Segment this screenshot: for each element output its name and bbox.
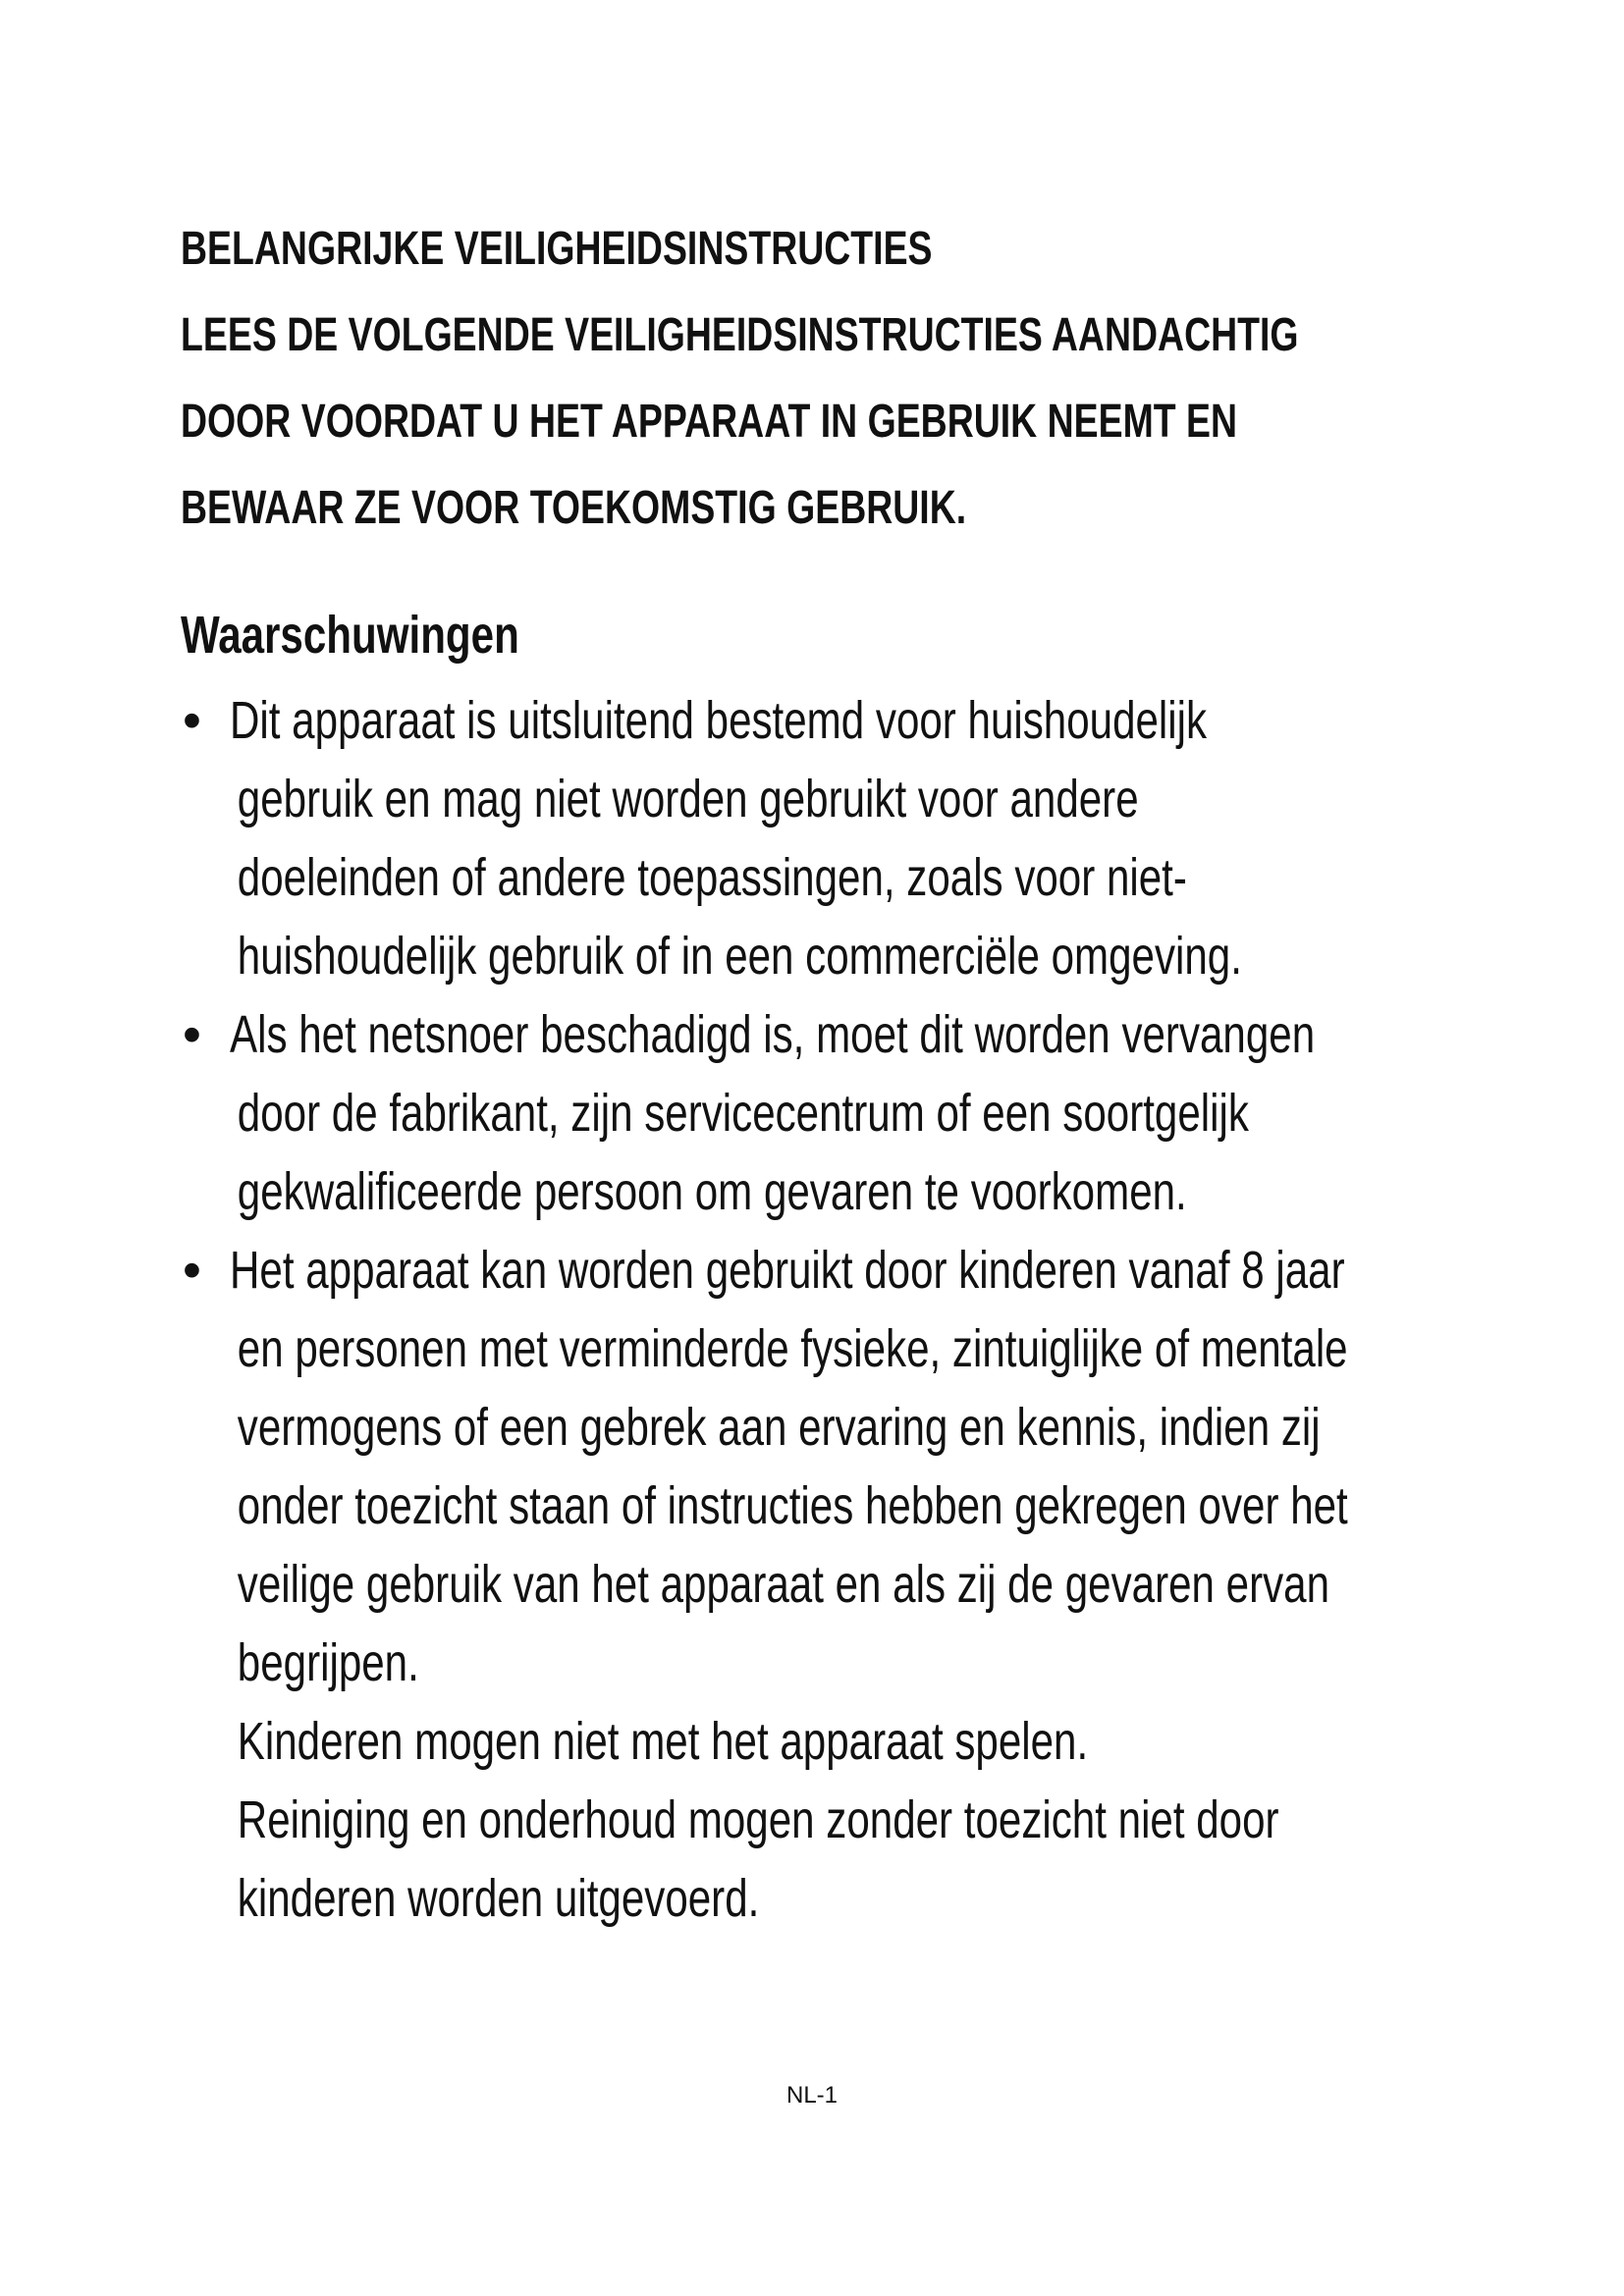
bullet-icon: • [183,1241,201,1300]
warning-line: Het apparaat kan worden gebruikt door kinderen vanaf 8 jaar [230,1241,1345,1300]
warning-line: veilige gebruik van het apparaat en als zij de gevaren ervan [237,1555,1330,1614]
safety-instructions-title [181,206,1299,552]
warning-line: Reiniging en onderhoud mogen zonder toezicht niet door [237,1790,1279,1849]
warning-line: Kinderen mogen niet met het apparaat spelen. [237,1712,1089,1771]
warning-line: door de fabrikant, zijn servicecentrum of een soortgelijk [237,1084,1249,1143]
bullet-icon: • [183,691,201,750]
warnings-list [181,681,1555,1938]
warning-line: doeleinden of andere toepassingen, zoals voor niet- [237,848,1187,907]
title-line: DOOR VOORDAT U HET APPARAAT IN GEBRUIK NEEMT EN [181,396,1238,448]
warning-line: gekwalificeerde persoon om gevaren te voorkomen. [237,1162,1187,1221]
warning-line: Dit apparaat is uitsluitend bestemd voor huishoudelijk [230,691,1208,750]
warning-line: kinderen worden uitgevoerd. [237,1869,760,1928]
warning-item-power-cord [181,995,1555,1231]
warning-line: gebruik en mag niet worden gebruikt voor andere [237,770,1139,828]
warning-line: onder toezicht staan of instructies hebben gekregen over het [237,1476,1348,1535]
warning-line: vermogens of een gebrek aan ervaring en kennis, indien zij [237,1398,1321,1457]
title-line: BELANGRIJKE VEILIGHEIDSINSTRUCTIES [181,223,933,275]
page-number: NL-1 [785,2082,839,2109]
title-line: BEWAAR ZE VOOR TOEKOMSTIG GEBRUIK. [181,482,967,534]
title-line: LEES DE VOLGENDE VEILIGHEIDSINSTRUCTIES AANDACHTIG [181,309,1299,361]
warning-line: begrijpen. [237,1633,419,1692]
section-heading-warnings: Waarschuwingen [181,606,519,665]
bullet-icon: • [183,1005,201,1064]
warning-line: huishoudelijk gebruik of in een commerciële omgeving. [237,927,1242,986]
warning-line: Als het netsnoer beschadigd is, moet dit worden vervangen [230,1005,1316,1064]
warning-item-children [181,1231,1555,1938]
warning-item-household-use [181,681,1555,995]
warning-line: en personen met verminderde fysieke, zintuiglijke of mentale [237,1319,1348,1378]
